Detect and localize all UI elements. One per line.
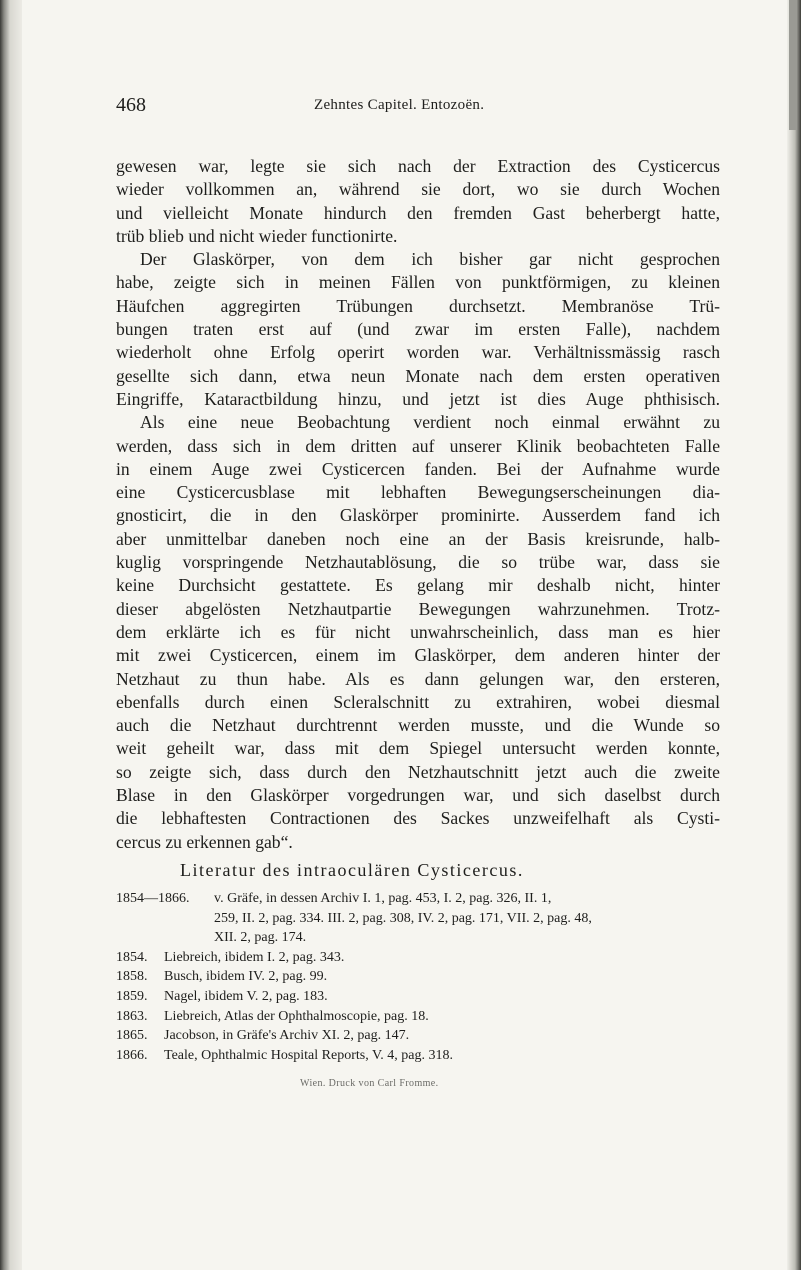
text-line: wiederholt ohne Erfolg operirt worden war. Verhältnissmässig rasch (116, 342, 720, 363)
reference-entry (116, 889, 726, 909)
text-line: Netzhaut zu thun habe. Als es dann gelungen war, den ersteren, (116, 668, 720, 689)
reference-text: XII. 2, pag. 174. (214, 930, 307, 946)
reference-year: 1854. (116, 949, 148, 965)
text-line: Der Glaskörper, von dem ich bisher gar nicht gesprochen (140, 249, 720, 270)
page-header (116, 94, 716, 124)
text-line: cercus zu erkennen gab“. (116, 831, 293, 852)
text-line: werden, dass sich in dem dritten auf unserer Klinik beobachteten Falle (116, 435, 720, 456)
reference-entry (116, 948, 726, 968)
text-line: keine Durchsicht gestattete. Es gelang mir deshalb nicht, hinter (116, 575, 720, 596)
reference-year: 1858. (116, 969, 148, 985)
text-line: ebenfalls durch einen Scleralschnitt zu extrahiren, wobei diesmal (116, 691, 720, 712)
text-line: die lebhaftesten Contractionen des Sackes unzweifelhaft als Cysti- (116, 808, 720, 829)
text-line: trüb blieb und nicht wieder functionirte. (116, 225, 398, 246)
reference-text: Jacobson, in Gräfe's Archiv XI. 2, pag. 147. (164, 1028, 410, 1044)
text-line: Eingriffe, Kataractbildung hinzu, und jetzt ist dies Auge phthisisch. (116, 388, 720, 409)
reference-entry (116, 967, 726, 987)
text-line: dieser abgelösten Netzhautpartie Bewegungen wahrzunehmen. Trotz- (116, 598, 720, 619)
body-text (116, 155, 720, 854)
text-line: eine Cysticercusblase mit lebhaften Bewegungserscheinungen dia- (116, 482, 720, 503)
reference-entry (116, 928, 726, 948)
text-line: gnosticirt, die in den Glaskörper prominirte. Ausserdem fand ich (116, 505, 720, 526)
reference-entry (116, 1026, 726, 1046)
reference-entry (116, 909, 726, 929)
text-line: bungen traten erst auf (und zwar im ersten Falle), nachdem (116, 319, 720, 340)
literature-heading: Literatur des intraoculären Cysticercus. (180, 860, 524, 880)
page-edge-right (787, 0, 801, 1270)
running-head: Zehntes Capitel. Entozoën. (314, 97, 485, 113)
reference-text: Nagel, ibidem V. 2, pag. 183. (164, 988, 328, 1004)
text-line: auch die Netzhaut durchtrennt werden musste, und die Wunde so (116, 715, 720, 736)
text-line: gesellte sich dann, etwa neun Monate nach dem ersten operativen (116, 365, 720, 386)
page-edge-right-shadow (789, 0, 797, 130)
reference-year: 1866. (116, 1047, 148, 1063)
text-line: wieder vollkommen an, während sie dort, wo sie durch Wochen (116, 179, 720, 200)
text-line: Häufchen aggregirten Trübungen durchsetzt. Membranöse Trü- (116, 295, 720, 316)
text-line: habe, zeigte sich in meinen Fällen von punktförmigen, zu kleinen (116, 272, 720, 293)
reference-text: Busch, ibidem IV. 2, pag. 99. (164, 969, 328, 985)
reference-text: 259, II. 2, pag. 334. III. 2, pag. 308, IV. 2, pag. 171, VII. 2, pag. 48, (214, 910, 592, 926)
printer-imprint: Wien. Druck von Carl Fromme. (300, 1078, 439, 1089)
text-line: gewesen war, legte sie sich nach der Extraction des Cysticercus (116, 156, 720, 176)
reference-text: v. Gräfe, in dessen Archiv I. 1, pag. 453, I. 2, pag. 326, II. 1, (214, 891, 552, 906)
text-line: in einem Auge zwei Cysticercen fanden. Bei der Aufnahme wurde (116, 458, 720, 479)
reference-year: 1854—1866. (116, 891, 190, 906)
text-line: Als eine neue Beobachtung verdient noch einmal erwähnt zu (140, 412, 720, 433)
page-number: 468 (116, 94, 146, 116)
page-edge-left (0, 0, 22, 1270)
text-line: kuglig vorspringende Netzhautablösung, die so trübe war, dass sie (116, 552, 720, 573)
text-line: und vielleicht Monate hindurch den fremden Gast beherbergt hatte, (116, 202, 720, 223)
reference-text: Teale, Ophthalmic Hospital Reports, V. 4, pag. 318. (164, 1047, 453, 1063)
reference-year: 1863. (116, 1008, 148, 1024)
reference-text: Liebreich, ibidem I. 2, pag. 343. (164, 949, 345, 965)
text-line: mit zwei Cysticercen, einem im Glaskörper, dem anderen hinter der (116, 645, 720, 666)
reference-entry (116, 1046, 726, 1066)
reference-year: 1865. (116, 1028, 148, 1044)
reference-entry (116, 987, 726, 1007)
reference-list (116, 889, 726, 1065)
reference-text: Liebreich, Atlas der Ophthalmoscopie, pag. 18. (164, 1008, 429, 1024)
text-line: so zeigte sich, dass durch den Netzhautschnitt jetzt auch die zweite (116, 761, 720, 782)
text-line: aber unmittelbar daneben noch eine an der Basis kreisrunde, halb- (116, 528, 720, 549)
text-line: dem erklärte ich es für nicht unwahrscheinlich, dass man es hier (116, 621, 720, 642)
reference-year: 1859. (116, 988, 148, 1004)
text-line: weit geheilt war, dass mit dem Spiegel untersucht werden konnte, (116, 738, 720, 759)
text-line: Blase in den Glaskörper vorgedrungen war, und sich daselbst durch (116, 785, 720, 806)
reference-entry (116, 1007, 726, 1027)
